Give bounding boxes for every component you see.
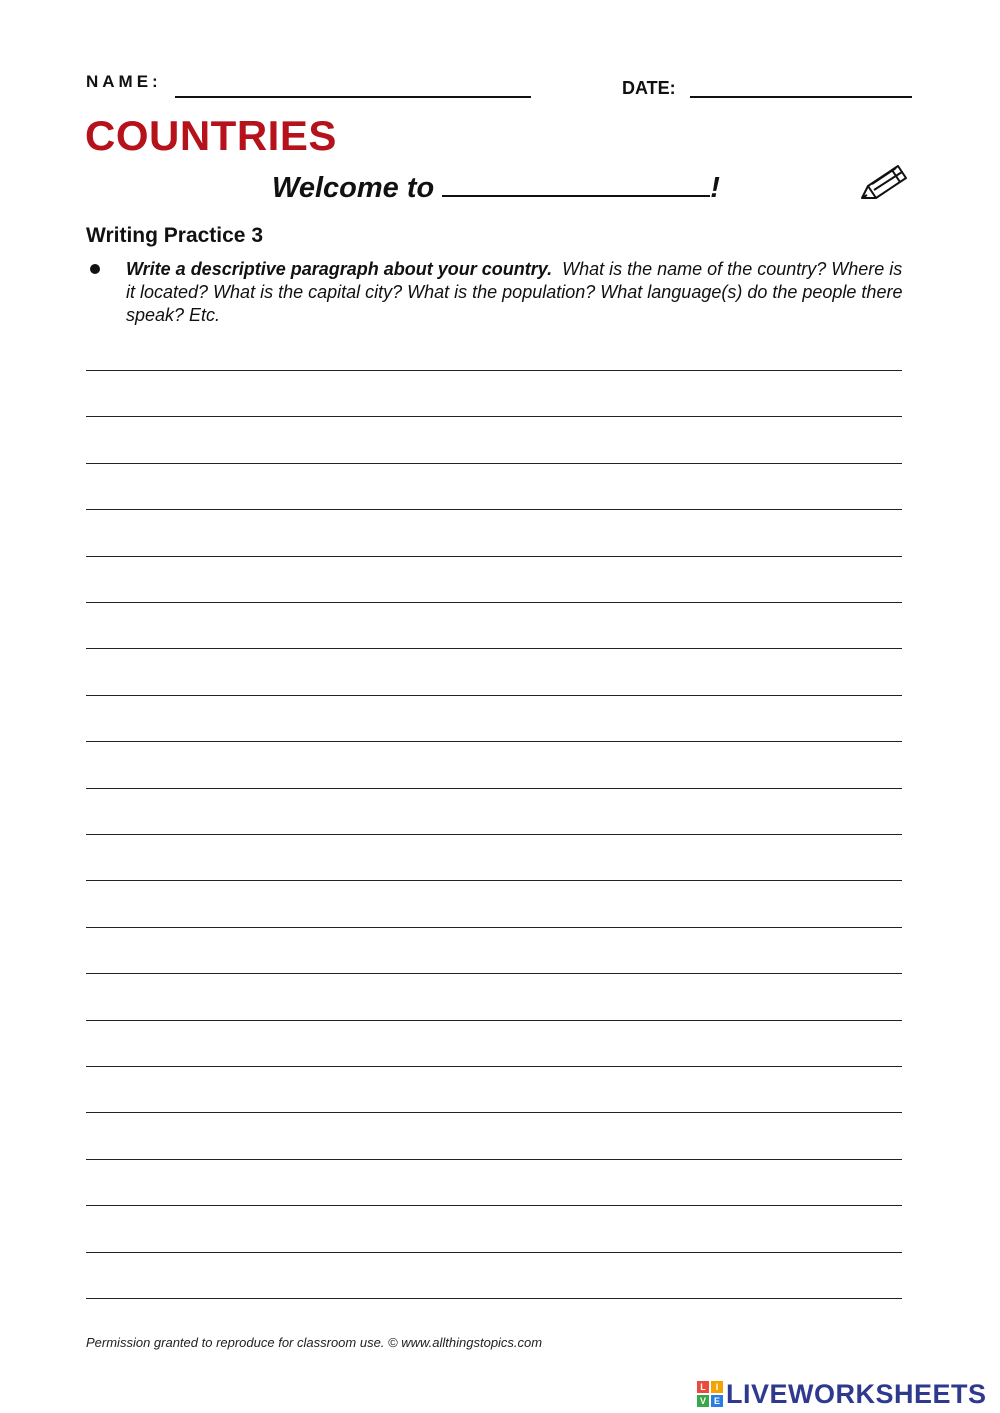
writing-line[interactable]: [86, 1252, 902, 1253]
section-title: Writing Practice 3: [86, 224, 264, 247]
date-label: DATE:: [622, 78, 676, 98]
writing-line[interactable]: [86, 741, 902, 742]
writing-line[interactable]: [86, 788, 902, 789]
writing-line[interactable]: [86, 1020, 902, 1021]
country-blank-line[interactable]: [442, 173, 710, 197]
welcome-text: Welcome to: [272, 172, 435, 204]
writing-line[interactable]: [86, 370, 902, 371]
writing-line[interactable]: [86, 1205, 902, 1206]
liveworksheets-text: LIVEWORKSHEETS: [726, 1378, 987, 1409]
writing-line[interactable]: [86, 1298, 902, 1299]
pencil-icon: [858, 160, 910, 204]
name-blank-line[interactable]: [175, 96, 531, 98]
writing-line[interactable]: [86, 1159, 902, 1160]
welcome-heading: [272, 172, 720, 205]
instruction-bold: Write a descriptive paragraph about your country.: [126, 259, 553, 279]
writing-line[interactable]: [86, 880, 902, 881]
writing-line[interactable]: [86, 1112, 902, 1113]
logo-square: E: [711, 1395, 723, 1407]
writing-line[interactable]: [86, 927, 902, 928]
footer-permission: Permission granted to reproduce for classroom use. © www.allthingstopics.com: [86, 1335, 543, 1350]
writing-line[interactable]: [86, 416, 902, 417]
name-label: NAME:: [86, 72, 162, 91]
writing-line[interactable]: [86, 509, 902, 510]
writing-line[interactable]: [86, 973, 902, 974]
writing-line[interactable]: [86, 1066, 902, 1067]
writing-line[interactable]: [86, 695, 902, 696]
writing-line[interactable]: [86, 463, 902, 464]
logo-square: L: [697, 1381, 709, 1393]
instruction-text: [126, 258, 916, 327]
instruction-rest: What is the name of the country? Where is it located? What is the capital city? What is the population? What language(s) do the people there speak? Etc.: [126, 259, 903, 325]
logo-square: V: [697, 1395, 709, 1407]
writing-line[interactable]: [86, 602, 902, 603]
date-blank-line[interactable]: [690, 96, 912, 98]
logo-square: I: [711, 1381, 723, 1393]
liveworksheets-brand: [697, 1378, 987, 1410]
writing-line[interactable]: [86, 556, 902, 557]
writing-line[interactable]: [86, 648, 902, 649]
page-title: COUNTRIES: [85, 112, 337, 159]
liveworksheets-logo-icon: [697, 1381, 723, 1407]
welcome-suffix: !: [710, 172, 720, 204]
writing-line[interactable]: [86, 834, 902, 835]
bullet-icon: [90, 264, 100, 274]
